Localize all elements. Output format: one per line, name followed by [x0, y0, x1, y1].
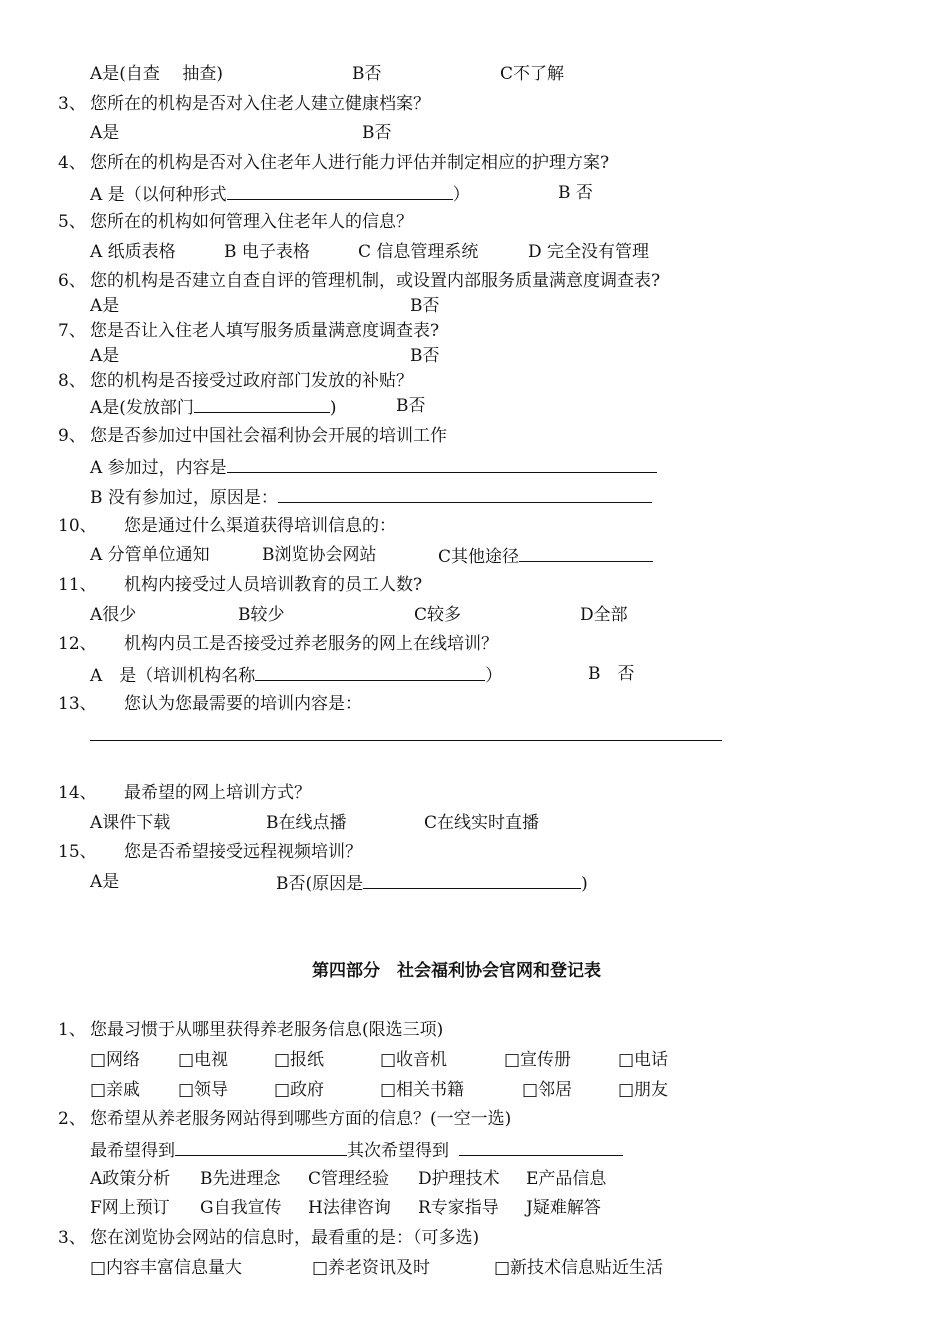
q5-option-d[interactable]: D 完全没有管理	[528, 242, 650, 262]
q12-number: 12、	[58, 634, 97, 654]
q9-a-fill-blank[interactable]	[227, 455, 657, 473]
q5-text: 您所在的机构如何管理入住老年人的信息？	[90, 212, 413, 232]
p4q1-checkbox-network[interactable]: □网络	[90, 1050, 141, 1070]
q3-option-b[interactable]: B否	[362, 123, 392, 143]
q12-text: 机构内员工是否接受过养老服务的网上在线培训？	[124, 634, 498, 654]
q8-text: 您的机构是否接受过政府部门发放的补贴？	[90, 371, 413, 391]
q14-text: 最希望的网上培训方式？	[124, 783, 311, 803]
q8-option-b[interactable]: B否	[396, 396, 426, 416]
p4q2-option-e[interactable]: E产品信息	[526, 1169, 607, 1189]
q5-option-c[interactable]: C 信息管理系统	[358, 242, 479, 262]
q11-option-a[interactable]: A很少	[90, 605, 137, 625]
p4q1-checkbox-tv[interactable]: □电视	[178, 1050, 229, 1070]
q4-option-a-label: A 是（以何种形式	[90, 185, 227, 205]
q10-option-c-label: C其他途径	[438, 547, 520, 567]
q9-option-b[interactable]	[90, 485, 652, 509]
p4q2-option-j[interactable]: J疑难解答	[526, 1198, 601, 1218]
q3-text: 您所在的机构是否对入住老人建立健康档案？	[90, 94, 430, 114]
p4q2-option-c[interactable]: C管理经验	[308, 1169, 390, 1189]
q8-option-a-label: A是(发放部门	[90, 398, 194, 418]
q7-text: 您是否让入住老人填写服务质量满意度调查表?	[90, 321, 440, 341]
p4q2-option-f[interactable]: F网上预订	[90, 1198, 170, 1218]
p4q1-checkbox-relatives[interactable]: □亲戚	[90, 1080, 141, 1100]
p4q1-checkbox-brochure[interactable]: □宣传册	[504, 1050, 572, 1070]
q14-number: 14、	[58, 783, 97, 803]
q11-option-c[interactable]: C较多	[414, 605, 462, 625]
p4q1-number: 1、	[58, 1020, 86, 1040]
q13-number: 13、	[58, 694, 97, 714]
p4q2-option-g[interactable]: G自我宣传	[200, 1198, 282, 1218]
p4q3-checkbox-new-tech[interactable]: □新技术信息贴近生活	[494, 1258, 664, 1278]
p4q1-checkbox-phone[interactable]: □电话	[618, 1050, 669, 1070]
q9-text: 您是否参加过中国社会福利协会开展的培训工作	[90, 426, 447, 446]
q10-fill-blank[interactable]	[519, 544, 653, 562]
q4-option-a-close: ）	[452, 185, 470, 205]
p4q1-checkbox-radio[interactable]: □收音机	[380, 1050, 448, 1070]
section-title: 第四部分 社会福利协会官网和登记表	[312, 961, 601, 981]
q2-option-b[interactable]: B否	[352, 64, 382, 84]
p4q3-number: 3、	[58, 1228, 86, 1248]
q9-b-fill-blank[interactable]	[278, 485, 652, 503]
q10-text: 您是通过什么渠道获得培训信息的：	[124, 516, 396, 536]
p4q2-first-choice[interactable]	[90, 1138, 623, 1162]
q15-option-a[interactable]: A是	[90, 872, 120, 892]
p4q3-checkbox-timely-news[interactable]: □养老资讯及时	[312, 1258, 431, 1278]
p4q2-number: 2、	[58, 1109, 86, 1129]
q8-option-a-close: )	[329, 398, 337, 418]
q9-option-a[interactable]	[90, 455, 657, 479]
q3-option-a[interactable]: A是	[90, 123, 120, 143]
q15-option-b[interactable]	[276, 871, 588, 895]
q4-number: 4、	[58, 153, 86, 173]
p4q1-checkbox-neighbors[interactable]: □邻居	[522, 1080, 573, 1100]
p4q1-text: 您最习惯于从哪里获得养老服务信息(限选三项)	[90, 1020, 444, 1040]
q10-number: 10、	[58, 516, 97, 536]
q4-option-b[interactable]: B 否	[558, 183, 593, 203]
p4q2-first-label: 最希望得到	[90, 1141, 175, 1161]
p4q2-option-b[interactable]: B先进理念	[200, 1169, 281, 1189]
q11-option-d[interactable]: D全部	[580, 605, 628, 625]
p4q2-first-blank[interactable]	[175, 1138, 347, 1156]
q13-answer-line[interactable]	[90, 740, 722, 741]
q5-number: 5、	[58, 212, 86, 232]
q8-option-a[interactable]	[90, 395, 337, 419]
q4-text: 您所在的机构是否对入住老年人进行能力评估并制定相应的护理方案?	[90, 153, 610, 173]
q12-option-a-close: ）	[485, 666, 503, 686]
p4q2-option-h[interactable]: H法律咨询	[308, 1198, 391, 1218]
p4q2-text: 您希望从养老服务网站得到哪些方面的信息？(一空一选)	[90, 1109, 512, 1129]
q10-option-c[interactable]	[438, 544, 653, 568]
q15-option-b-close: )	[581, 874, 588, 894]
q14-option-a[interactable]: A课件下载	[90, 813, 171, 833]
p4q1-checkbox-newspaper[interactable]: □报纸	[274, 1050, 325, 1070]
q6-option-a[interactable]: A是	[90, 296, 120, 316]
q5-option-b[interactable]: B 电子表格	[224, 242, 310, 262]
p4q2-option-a[interactable]: A政策分析	[90, 1169, 171, 1189]
q11-option-b[interactable]: B较少	[238, 605, 285, 625]
p4q1-checkbox-books[interactable]: □相关书籍	[380, 1080, 465, 1100]
q9-option-b-label: B 没有参加过，原因是：	[90, 488, 278, 508]
p4q2-option-r[interactable]: R专家指导	[418, 1198, 499, 1218]
q9-option-a-label: A 参加过，内容是	[90, 458, 227, 478]
q14-option-c[interactable]: C在线实时直播	[424, 813, 540, 833]
q15-text: 您是否希望接受远程视频培训？	[124, 842, 362, 862]
q12-option-a[interactable]	[90, 663, 502, 687]
q15-option-b-label: B否(原因是	[276, 874, 364, 894]
p4q1-checkbox-friends[interactable]: □朋友	[618, 1080, 669, 1100]
q12-option-a-label: A 是（培训机构名称	[90, 666, 256, 686]
q6-option-b[interactable]: B否	[410, 296, 440, 316]
p4q2-option-d[interactable]: D护理技术	[418, 1169, 500, 1189]
q6-number: 6、	[58, 271, 86, 291]
q11-text: 机构内接受过人员培训教育的员工人数?	[124, 575, 423, 595]
q7-option-a[interactable]: A是	[90, 346, 120, 366]
q9-number: 9、	[58, 426, 86, 446]
q13-text: 您认为您最需要的培训内容是：	[124, 694, 362, 714]
q7-number: 7、	[58, 321, 86, 341]
p4q2-second-label: 其次希望得到	[347, 1141, 449, 1161]
q2-option-a[interactable]: A是(自查 抽查)	[90, 64, 223, 84]
p4q2-second-blank[interactable]	[459, 1138, 623, 1156]
q5-option-a[interactable]: A 纸质表格	[90, 242, 176, 262]
q4-fill-blank[interactable]	[227, 182, 453, 200]
p4q1-checkbox-leaders[interactable]: □领导	[178, 1080, 229, 1100]
p4q1-checkbox-government[interactable]: □政府	[274, 1080, 325, 1100]
q12-option-b[interactable]: B 否	[588, 664, 635, 684]
p4q3-checkbox-content-rich[interactable]: □内容丰富信息量大	[90, 1258, 243, 1278]
q3-number: 3、	[58, 94, 86, 114]
p4q3-text: 您在浏览协会网站的信息时，最看重的是：（可多选)	[90, 1228, 480, 1248]
q14-option-b[interactable]: B在线点播	[266, 813, 347, 833]
q10-option-b[interactable]: B浏览协会网站	[262, 545, 377, 565]
q15-fill-blank[interactable]	[363, 871, 581, 889]
q4-option-a[interactable]	[90, 182, 470, 206]
q10-option-a[interactable]: A 分管单位通知	[90, 545, 210, 565]
q2-option-c[interactable]: C不了解	[500, 64, 565, 84]
q12-fill-blank[interactable]	[255, 663, 485, 681]
q6-text: 您的机构是否建立自查自评的管理机制，或设置内部服务质量满意度调查表?	[90, 271, 661, 291]
q7-option-b[interactable]: B否	[410, 346, 440, 366]
q15-number: 15、	[58, 842, 97, 862]
q8-fill-blank[interactable]	[194, 395, 330, 413]
q8-number: 8、	[58, 371, 86, 391]
q11-number: 11、	[58, 575, 97, 595]
